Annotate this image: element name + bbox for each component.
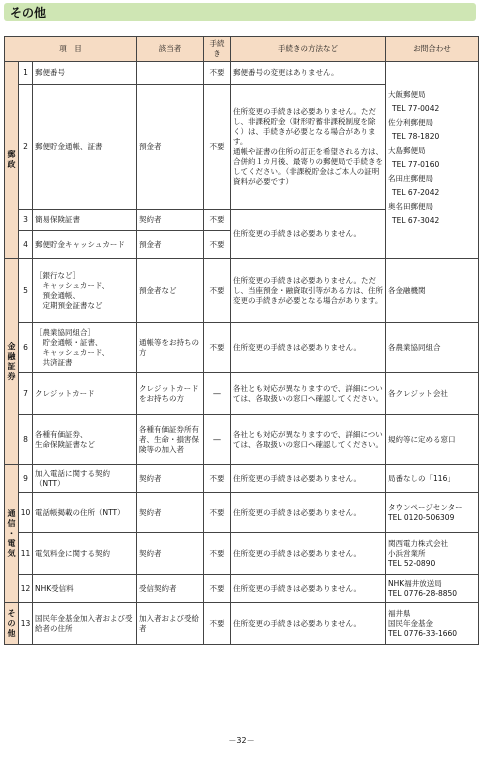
row-procedure: 不要 xyxy=(204,210,231,231)
row-item: 郵便貯金通帳、証書 xyxy=(33,85,137,210)
table-row xyxy=(5,603,479,645)
post-office-contacts xyxy=(386,62,479,259)
row-number: 2 xyxy=(19,85,33,210)
row-number: 11 xyxy=(19,533,33,575)
row-method: 住所変更の手続きは必要ありません。 xyxy=(231,210,386,259)
row-item: 電話帳掲載の住所（NTT） xyxy=(33,493,137,533)
row-applicant: 各種有価証券所有者、生命・損害保険等の加入者 xyxy=(137,415,204,465)
post-office: 大島郵便局 TEL 77-0160 xyxy=(388,146,440,169)
row-procedure: 不要 xyxy=(204,62,231,85)
row-number: 4 xyxy=(19,231,33,259)
row-number: 9 xyxy=(19,465,33,493)
row-contact: 局番なしの「116」 xyxy=(386,465,479,493)
row-number: 10 xyxy=(19,493,33,533)
table-row xyxy=(5,415,479,465)
row-procedure: 不要 xyxy=(204,465,231,493)
section-header xyxy=(4,3,476,21)
row-method: 各社とも対応が異なりますので、詳細については、各取扱いの窓口へ確認してください。 xyxy=(231,373,386,415)
row-item: ［農業協同組合］ 貯金通帳・証書、 キャッシュカード、 共済証書 xyxy=(33,323,137,373)
row-applicant: 預金者 xyxy=(137,231,204,259)
post-office: 名田庄郵便局 TEL 67-2042 xyxy=(388,174,440,197)
header-contact: お問合わせ xyxy=(386,37,479,62)
row-method: 住所変更の手続きは必要ありません。ただし、当座預金・融資取引等がある方は、住所変更の手続きが必要となる場合があります。 xyxy=(231,259,386,323)
row-contact: 各クレジット会社 xyxy=(386,373,479,415)
row-procedure: 不要 xyxy=(204,603,231,645)
row-method: 各社とも対応が異なりますので、詳細については、各取扱いの窓口へ確認してください。 xyxy=(231,415,386,465)
header-row xyxy=(5,37,479,62)
row-contact: 各農業協同組合 xyxy=(386,323,479,373)
row-applicant: 預金者 xyxy=(137,85,204,210)
row-number: 13 xyxy=(19,603,33,645)
row-applicant: クレジットカードをお持ちの方 xyxy=(137,373,204,415)
row-item: ［銀行など］ キャッシュカード、 預金通帳、 定期預金証書など xyxy=(33,259,137,323)
row-number: 5 xyxy=(19,259,33,323)
table-row xyxy=(5,62,479,85)
row-contact: 関西電力株式会社 小浜営業所 TEL 52-0890 xyxy=(386,533,479,575)
row-number: 6 xyxy=(19,323,33,373)
row-item: 郵便貯金キャッシュカード xyxy=(33,231,137,259)
row-applicant: 加入者および受給者 xyxy=(137,603,204,645)
category-postal: 郵 政 xyxy=(5,62,19,259)
row-number: 8 xyxy=(19,415,33,465)
row-number: 12 xyxy=(19,575,33,603)
row-item: 各種有価証券、 生命保険証書など xyxy=(33,415,137,465)
row-item: 郵便番号 xyxy=(33,62,137,85)
row-number: 1 xyxy=(19,62,33,85)
table-row xyxy=(5,533,479,575)
row-contact: タウンページセンター TEL 0120-506309 xyxy=(386,493,479,533)
category-other: そ の 他 xyxy=(5,603,19,645)
row-item: 電気料金に関する契約 xyxy=(33,533,137,575)
row-applicant: 預金者など xyxy=(137,259,204,323)
row-method: 住所変更の手続きは必要ありません。 xyxy=(231,575,386,603)
post-office: 奥名田郵便局 TEL 67-3042 xyxy=(388,202,440,225)
header-item: 項 目 xyxy=(5,37,137,62)
row-method: 住所変更の手続きは必要ありません。 xyxy=(231,603,386,645)
row-applicant: 契約者 xyxy=(137,493,204,533)
row-contact: 各金融機関 xyxy=(386,259,479,323)
row-procedure: 不要 xyxy=(204,533,231,575)
row-applicant: 契約者 xyxy=(137,210,204,231)
row-method: 住所変更の手続きは必要ありません。 xyxy=(231,323,386,373)
header-applicant: 該当者 xyxy=(137,37,204,62)
row-applicant xyxy=(137,62,204,85)
table-row xyxy=(5,323,479,373)
row-contact: NHK福井放送局 TEL 0776-28-8850 xyxy=(386,575,479,603)
row-procedure: ― xyxy=(204,415,231,465)
row-applicant: 契約者 xyxy=(137,533,204,575)
row-number: 3 xyxy=(19,210,33,231)
row-item: 加入電話に関する契約（NTT） xyxy=(33,465,137,493)
row-procedure: ― xyxy=(204,373,231,415)
row-method: 住所変更の手続きは必要ありません。 xyxy=(231,465,386,493)
row-applicant: 契約者 xyxy=(137,465,204,493)
header-procedure: 手続き xyxy=(204,37,231,62)
row-contact: 福井県 国民年金基金 TEL 0776-33-1660 xyxy=(386,603,479,645)
table-row xyxy=(5,493,479,533)
row-method: 住所変更の手続きは必要ありません。ただし、非課税貯金（財形貯蓄非課税制度を除く）は、手続きが必要となる場合があります。 通帳や証書の住所の訂正を希望される方は、合併約１カ月後、最寄りの郵便局で手続きをしてください。（非課税貯金はご本人の証明資料が必要です） xyxy=(231,85,386,210)
row-number: 7 xyxy=(19,373,33,415)
row-method: 住所変更の手続きは必要ありません。 xyxy=(231,493,386,533)
row-procedure: 不要 xyxy=(204,575,231,603)
table-row xyxy=(5,259,479,323)
row-procedure: 不要 xyxy=(204,259,231,323)
row-item: 国民年金基金加入者および受給者の住所 xyxy=(33,603,137,645)
post-office: 佐分利郵便局 TEL 78-1820 xyxy=(388,118,440,141)
category-finance: 金 融 証 券 xyxy=(5,259,19,465)
row-procedure: 不要 xyxy=(204,323,231,373)
row-item: 簡易保険証書 xyxy=(33,210,137,231)
category-communications: 通 信 ・ 電 気 xyxy=(5,465,19,603)
row-applicant: 通帳等をお持ちの方 xyxy=(137,323,204,373)
table-row xyxy=(5,465,479,493)
row-item: NHK受信料 xyxy=(33,575,137,603)
table-row xyxy=(5,373,479,415)
procedures-table xyxy=(4,36,479,645)
section-title: その他 xyxy=(10,6,47,20)
header-method: 手続きの方法など xyxy=(231,37,386,62)
row-method: 住所変更の手続きは必要ありません。 xyxy=(231,533,386,575)
row-contact: 規約等に定める窓口 xyxy=(386,415,479,465)
row-method: 郵便番号の変更はありません。 xyxy=(231,62,386,85)
row-applicant: 受信契約者 xyxy=(137,575,204,603)
row-procedure: 不要 xyxy=(204,493,231,533)
post-office: 大飯郵便局 TEL 77-0042 xyxy=(388,90,440,113)
page-number: －32－ xyxy=(228,736,255,745)
table-row xyxy=(5,575,479,603)
row-procedure: 不要 xyxy=(204,231,231,259)
row-item: クレジットカード xyxy=(33,373,137,415)
row-procedure: 不要 xyxy=(204,85,231,210)
